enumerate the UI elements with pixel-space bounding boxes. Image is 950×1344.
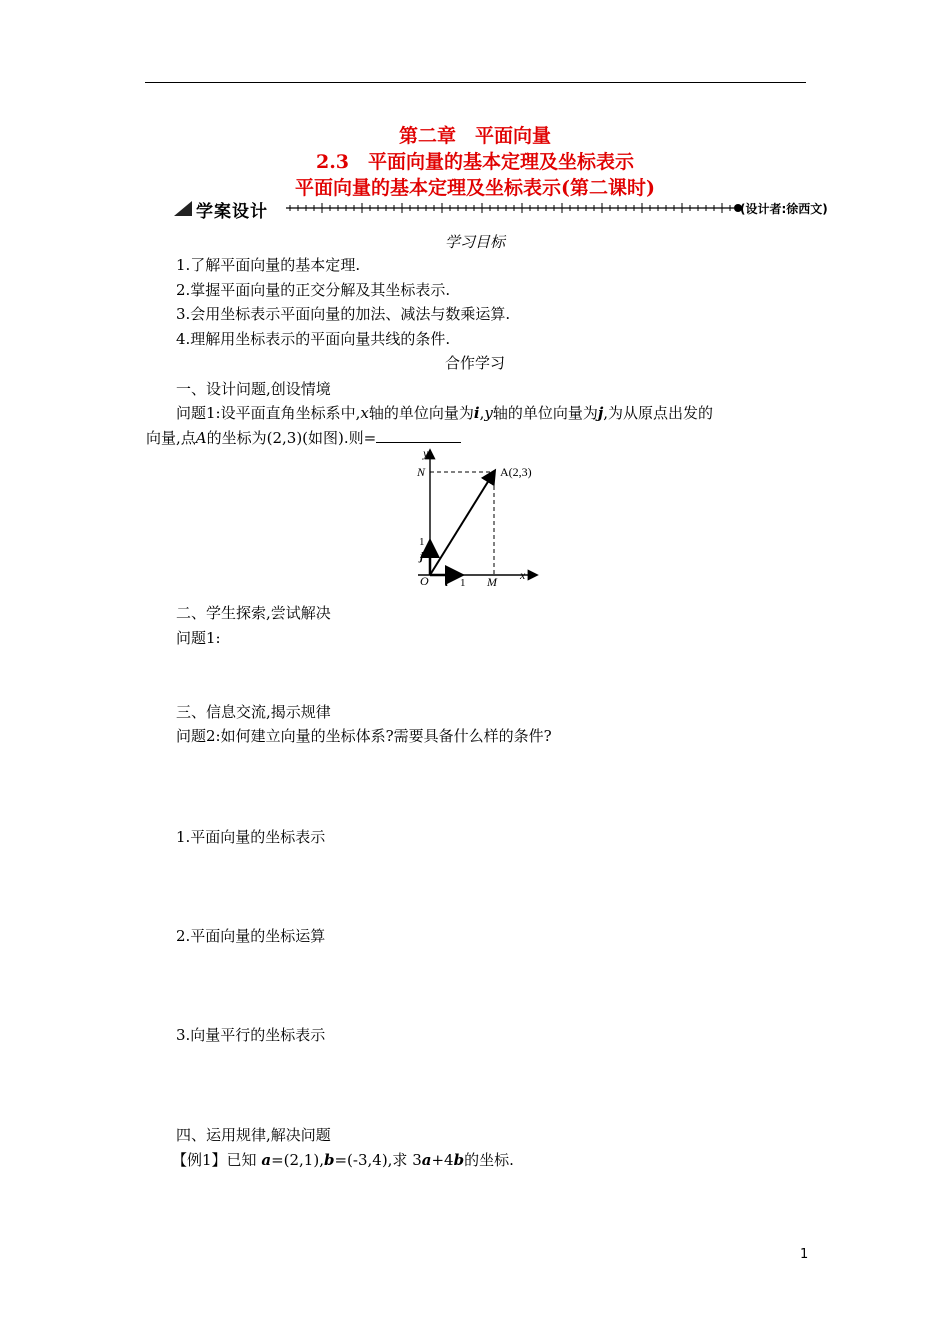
M-label: M [487,575,497,587]
x-label: x [520,568,526,582]
q1-text: 轴的单位向量为 [368,404,474,422]
goals-heading: 学习目标 [444,233,505,251]
section4-heading: 四、运用规律,解决问题 [176,1126,331,1144]
banner-triangle-icon [174,201,192,216]
coop-heading: 合作学习 [444,354,505,372]
goal-item: 3.会用坐标表示平面向量的加法、减法与数乘运算. [176,305,511,323]
banner [174,196,864,222]
q1-text: 问题1:设平面直角坐标系中, [176,404,361,422]
coordinate-figure [408,445,548,587]
N-label: N [417,465,426,479]
question-2: 问题2:如何建立向量的坐标体系?需要具备什么样的条件? [176,727,552,745]
ex-text: 已知 [226,1151,262,1169]
banner-ruler [286,200,746,216]
section3-heading: 三、信息交流,揭示规律 [176,703,331,721]
q1-text: ,为从原点出发的 [603,404,714,422]
q1-text: 的坐标为(2,3)(如图).则= [206,429,377,447]
section2-question: 问题1: [176,629,221,647]
q1-A: A [195,429,207,447]
q1-j: j [597,404,604,422]
ex-text: +4 [431,1151,454,1169]
q1-text: 轴的单位向量为 [492,404,598,422]
tick-1-x: 1 [460,577,466,587]
topic-2: 2.平面向量的坐标运算 [176,927,326,945]
designer-credit: (设计者:徐西文) [740,202,828,216]
section1-heading: 一、设计问题,创设情境 [176,380,331,398]
vec-a: a [261,1151,272,1169]
section-title: 2.3 平面向量的基本定理及坐标表示 [315,151,635,173]
banner-label: 学案设计 [196,202,268,222]
ex-text: 的坐标. [464,1151,514,1169]
question-1 [176,402,713,423]
q1-i: i [473,404,480,422]
topic-1: 1.平面向量的坐标表示 [176,828,326,846]
section2-heading: 二、学生探索,尝试解决 [176,604,331,622]
q1-y: y [484,404,493,422]
vec-b: b [323,1151,335,1169]
q1-text: 向量,点 [146,429,196,447]
j-label: j [420,549,424,563]
origin-label: O [420,574,429,587]
ex-text: =(-3,4),求 3 [334,1151,422,1169]
q1-x: x [360,404,369,422]
goal-item: 4.理解用坐标表示的平面向量共线的条件. [176,330,451,348]
top-rule [145,82,806,83]
point-A-label: A(2,3) [500,465,532,479]
lesson-title: 平面向量的基本定理及坐标表示(第二课时) [295,177,655,199]
i-label: i [445,575,449,587]
topic-3: 3.向量平行的坐标表示 [176,1026,326,1044]
goal-item: 1.了解平面向量的基本定理. [176,256,361,274]
page-number: 1 [800,1247,809,1262]
vec-a: a [421,1151,432,1169]
example-1 [172,1149,514,1170]
tick-1-y: 1 [419,536,425,548]
goal-item: 2.掌握平面向量的正交分解及其坐标表示. [176,281,451,299]
chapter-title: 第二章 平面向量 [398,125,551,147]
ex-tag: 【例1】 [172,1151,227,1169]
ex-text: =(2,1), [271,1151,324,1169]
vec-b: b [453,1151,465,1169]
y-label: y [423,446,429,460]
answer-blank[interactable] [376,428,461,443]
vector-OA [430,472,494,575]
q1-text: , [479,404,485,422]
